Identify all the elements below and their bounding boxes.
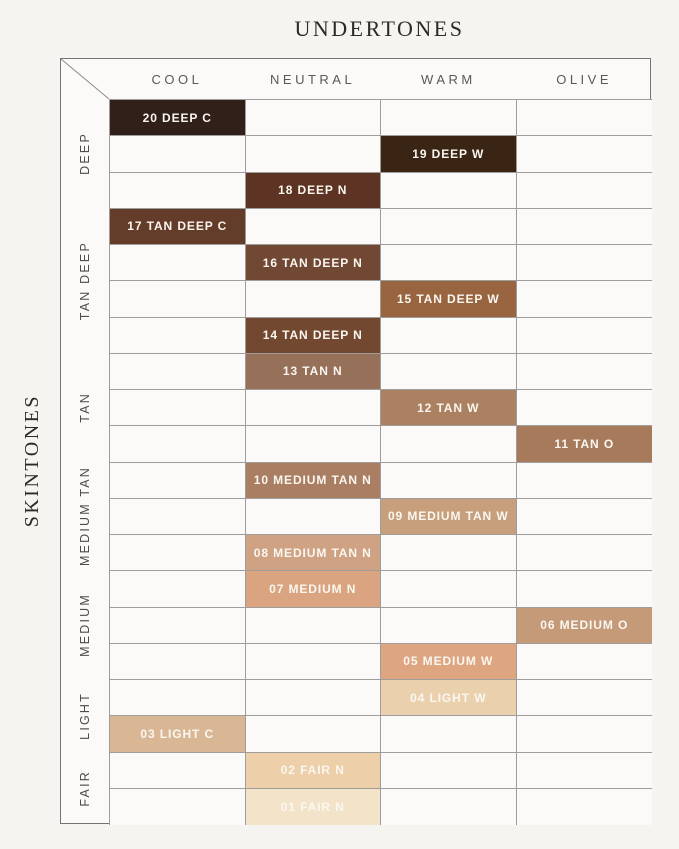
empty-cell bbox=[110, 499, 246, 535]
empty-cell bbox=[110, 136, 246, 172]
empty-cell bbox=[110, 608, 246, 644]
y-axis-title bbox=[12, 98, 52, 824]
empty-cell bbox=[381, 716, 517, 752]
shade-cell-label: 06 MEDIUM O bbox=[540, 618, 629, 633]
shade-cell-label: 04 LIGHT W bbox=[410, 690, 487, 705]
shade-cell-label: 19 DEEP W bbox=[412, 146, 485, 161]
shade-cell-label: 05 MEDIUM W bbox=[403, 654, 494, 669]
y-axis-title-text: SKINTONES bbox=[20, 394, 43, 528]
group-label-medium bbox=[61, 571, 109, 680]
group-label-text: TAN bbox=[78, 392, 92, 423]
empty-cell bbox=[517, 245, 653, 281]
empty-cell bbox=[246, 608, 382, 644]
empty-cell bbox=[246, 100, 382, 136]
empty-cell bbox=[517, 281, 653, 317]
empty-cell bbox=[381, 535, 517, 571]
empty-cell bbox=[381, 426, 517, 462]
empty-cell bbox=[246, 644, 382, 680]
column-header-cool: COOL bbox=[151, 71, 203, 87]
shade-cell-11-tan-o bbox=[517, 426, 653, 462]
empty-cell bbox=[110, 173, 246, 209]
empty-cell bbox=[110, 753, 246, 789]
shade-cell-label: 16 TAN DEEP N bbox=[262, 255, 363, 270]
empty-cell bbox=[110, 390, 246, 426]
group-label-text: FAIR bbox=[78, 770, 92, 807]
group-label-deep bbox=[61, 99, 109, 208]
empty-cell bbox=[246, 281, 382, 317]
empty-cell bbox=[517, 535, 653, 571]
empty-cell bbox=[381, 463, 517, 499]
shade-cell-label: 02 FAIR N bbox=[280, 763, 345, 778]
shade-cell-label: 08 MEDIUM TAN N bbox=[253, 545, 372, 560]
shade-cell-label: 14 TAN DEEP N bbox=[262, 328, 363, 343]
empty-cell bbox=[517, 136, 653, 172]
shade-cell-label: 01 FAIR N bbox=[280, 799, 345, 814]
empty-cell bbox=[110, 354, 246, 390]
shade-matrix-table bbox=[60, 58, 651, 824]
shade-cell-label: 13 TAN N bbox=[282, 364, 343, 379]
shade-cell-02-fair-n bbox=[246, 753, 382, 789]
shade-cell-label: 10 MEDIUM TAN N bbox=[253, 473, 372, 488]
empty-cell bbox=[517, 318, 653, 354]
empty-cell bbox=[110, 680, 246, 716]
column-header-warm: WARM bbox=[421, 71, 476, 87]
shade-cell-label: 03 LIGHT C bbox=[140, 726, 215, 741]
shade-cell-20-deep-c bbox=[110, 100, 246, 136]
group-label-text: LIGHT bbox=[78, 692, 92, 740]
group-label-tan bbox=[61, 353, 109, 462]
empty-cell bbox=[246, 426, 382, 462]
shade-cell-label: 15 TAN DEEP W bbox=[396, 291, 500, 306]
empty-cell bbox=[110, 318, 246, 354]
empty-cell bbox=[517, 390, 653, 426]
empty-cell bbox=[517, 354, 653, 390]
shade-cell-12-tan-w bbox=[381, 390, 517, 426]
empty-cell bbox=[517, 716, 653, 752]
empty-cell bbox=[517, 209, 653, 245]
group-label-text: DEEP bbox=[78, 132, 92, 175]
shade-cell-15-tan-deep-w bbox=[381, 281, 517, 317]
shade-cell-04-light-w bbox=[381, 680, 517, 716]
shade-cell-05-medium-w bbox=[381, 644, 517, 680]
group-label-tan-deep bbox=[61, 208, 109, 353]
shade-cell-18-deep-n bbox=[246, 173, 382, 209]
empty-cell bbox=[246, 499, 382, 535]
empty-cell bbox=[517, 680, 653, 716]
empty-cell bbox=[110, 463, 246, 499]
shade-cell-03-light-c bbox=[110, 716, 246, 752]
column-header-neutral: NEUTRAL bbox=[270, 71, 356, 87]
shade-cell-16-tan-deep-n bbox=[246, 245, 382, 281]
empty-cell bbox=[110, 644, 246, 680]
empty-cell bbox=[517, 100, 653, 136]
group-label-text: MEDIUM TAN bbox=[78, 466, 92, 567]
empty-cell bbox=[110, 571, 246, 607]
empty-cell bbox=[517, 173, 653, 209]
empty-cell bbox=[110, 426, 246, 462]
shade-cell-label: 20 DEEP C bbox=[142, 110, 212, 125]
shade-cell-19-deep-w bbox=[381, 136, 517, 172]
shade-cell-label: 12 TAN W bbox=[417, 400, 480, 415]
empty-cell bbox=[381, 245, 517, 281]
empty-cell bbox=[110, 245, 246, 281]
empty-cell bbox=[246, 680, 382, 716]
shade-cell-14-tan-deep-n bbox=[246, 318, 382, 354]
group-labels bbox=[61, 99, 109, 825]
shade-cell-label: 18 DEEP N bbox=[278, 183, 348, 198]
empty-cell bbox=[381, 753, 517, 789]
shade-cell-label: 11 TAN O bbox=[554, 436, 615, 451]
empty-cell bbox=[381, 789, 517, 825]
shade-cell-label: 09 MEDIUM TAN W bbox=[387, 509, 509, 524]
shade-cell-08-medium-tan-n bbox=[246, 535, 382, 571]
shade-cell-13-tan-n bbox=[246, 354, 382, 390]
empty-cell bbox=[381, 209, 517, 245]
empty-cell bbox=[110, 535, 246, 571]
empty-cell bbox=[110, 281, 246, 317]
column-header-olive: OLIVE bbox=[556, 71, 613, 87]
shade-cell-label: 07 MEDIUM N bbox=[269, 581, 357, 596]
shade-grid bbox=[109, 99, 652, 825]
group-label-light bbox=[61, 680, 109, 753]
empty-cell bbox=[381, 100, 517, 136]
empty-cell bbox=[517, 571, 653, 607]
shade-cell-label: 17 TAN DEEP C bbox=[127, 219, 228, 234]
empty-cell bbox=[381, 571, 517, 607]
shade-cell-10-medium-tan-n bbox=[246, 463, 382, 499]
column-headers bbox=[109, 59, 652, 99]
empty-cell bbox=[381, 354, 517, 390]
shade-cell-01-fair-n bbox=[246, 789, 382, 825]
empty-cell bbox=[517, 644, 653, 680]
empty-cell bbox=[246, 136, 382, 172]
shade-cell-06-medium-o bbox=[517, 608, 653, 644]
empty-cell bbox=[110, 789, 246, 825]
empty-cell bbox=[381, 608, 517, 644]
group-label-text: MEDIUM bbox=[78, 593, 92, 658]
empty-cell bbox=[381, 173, 517, 209]
empty-cell bbox=[517, 463, 653, 499]
shade-cell-07-medium-n bbox=[246, 571, 382, 607]
empty-cell bbox=[381, 318, 517, 354]
group-label-medium-tan bbox=[61, 462, 109, 571]
empty-cell bbox=[246, 390, 382, 426]
empty-cell bbox=[246, 716, 382, 752]
empty-cell bbox=[517, 499, 653, 535]
page-title: UNDERTONES bbox=[294, 16, 465, 41]
shade-cell-17-tan-deep-c bbox=[110, 209, 246, 245]
corner-diagonal-line bbox=[61, 59, 109, 99]
empty-cell bbox=[517, 753, 653, 789]
empty-cell bbox=[246, 209, 382, 245]
empty-cell bbox=[517, 789, 653, 825]
group-label-fair bbox=[61, 752, 109, 825]
group-label-text: TAN DEEP bbox=[78, 240, 92, 321]
shade-cell-09-medium-tan-w bbox=[381, 499, 517, 535]
